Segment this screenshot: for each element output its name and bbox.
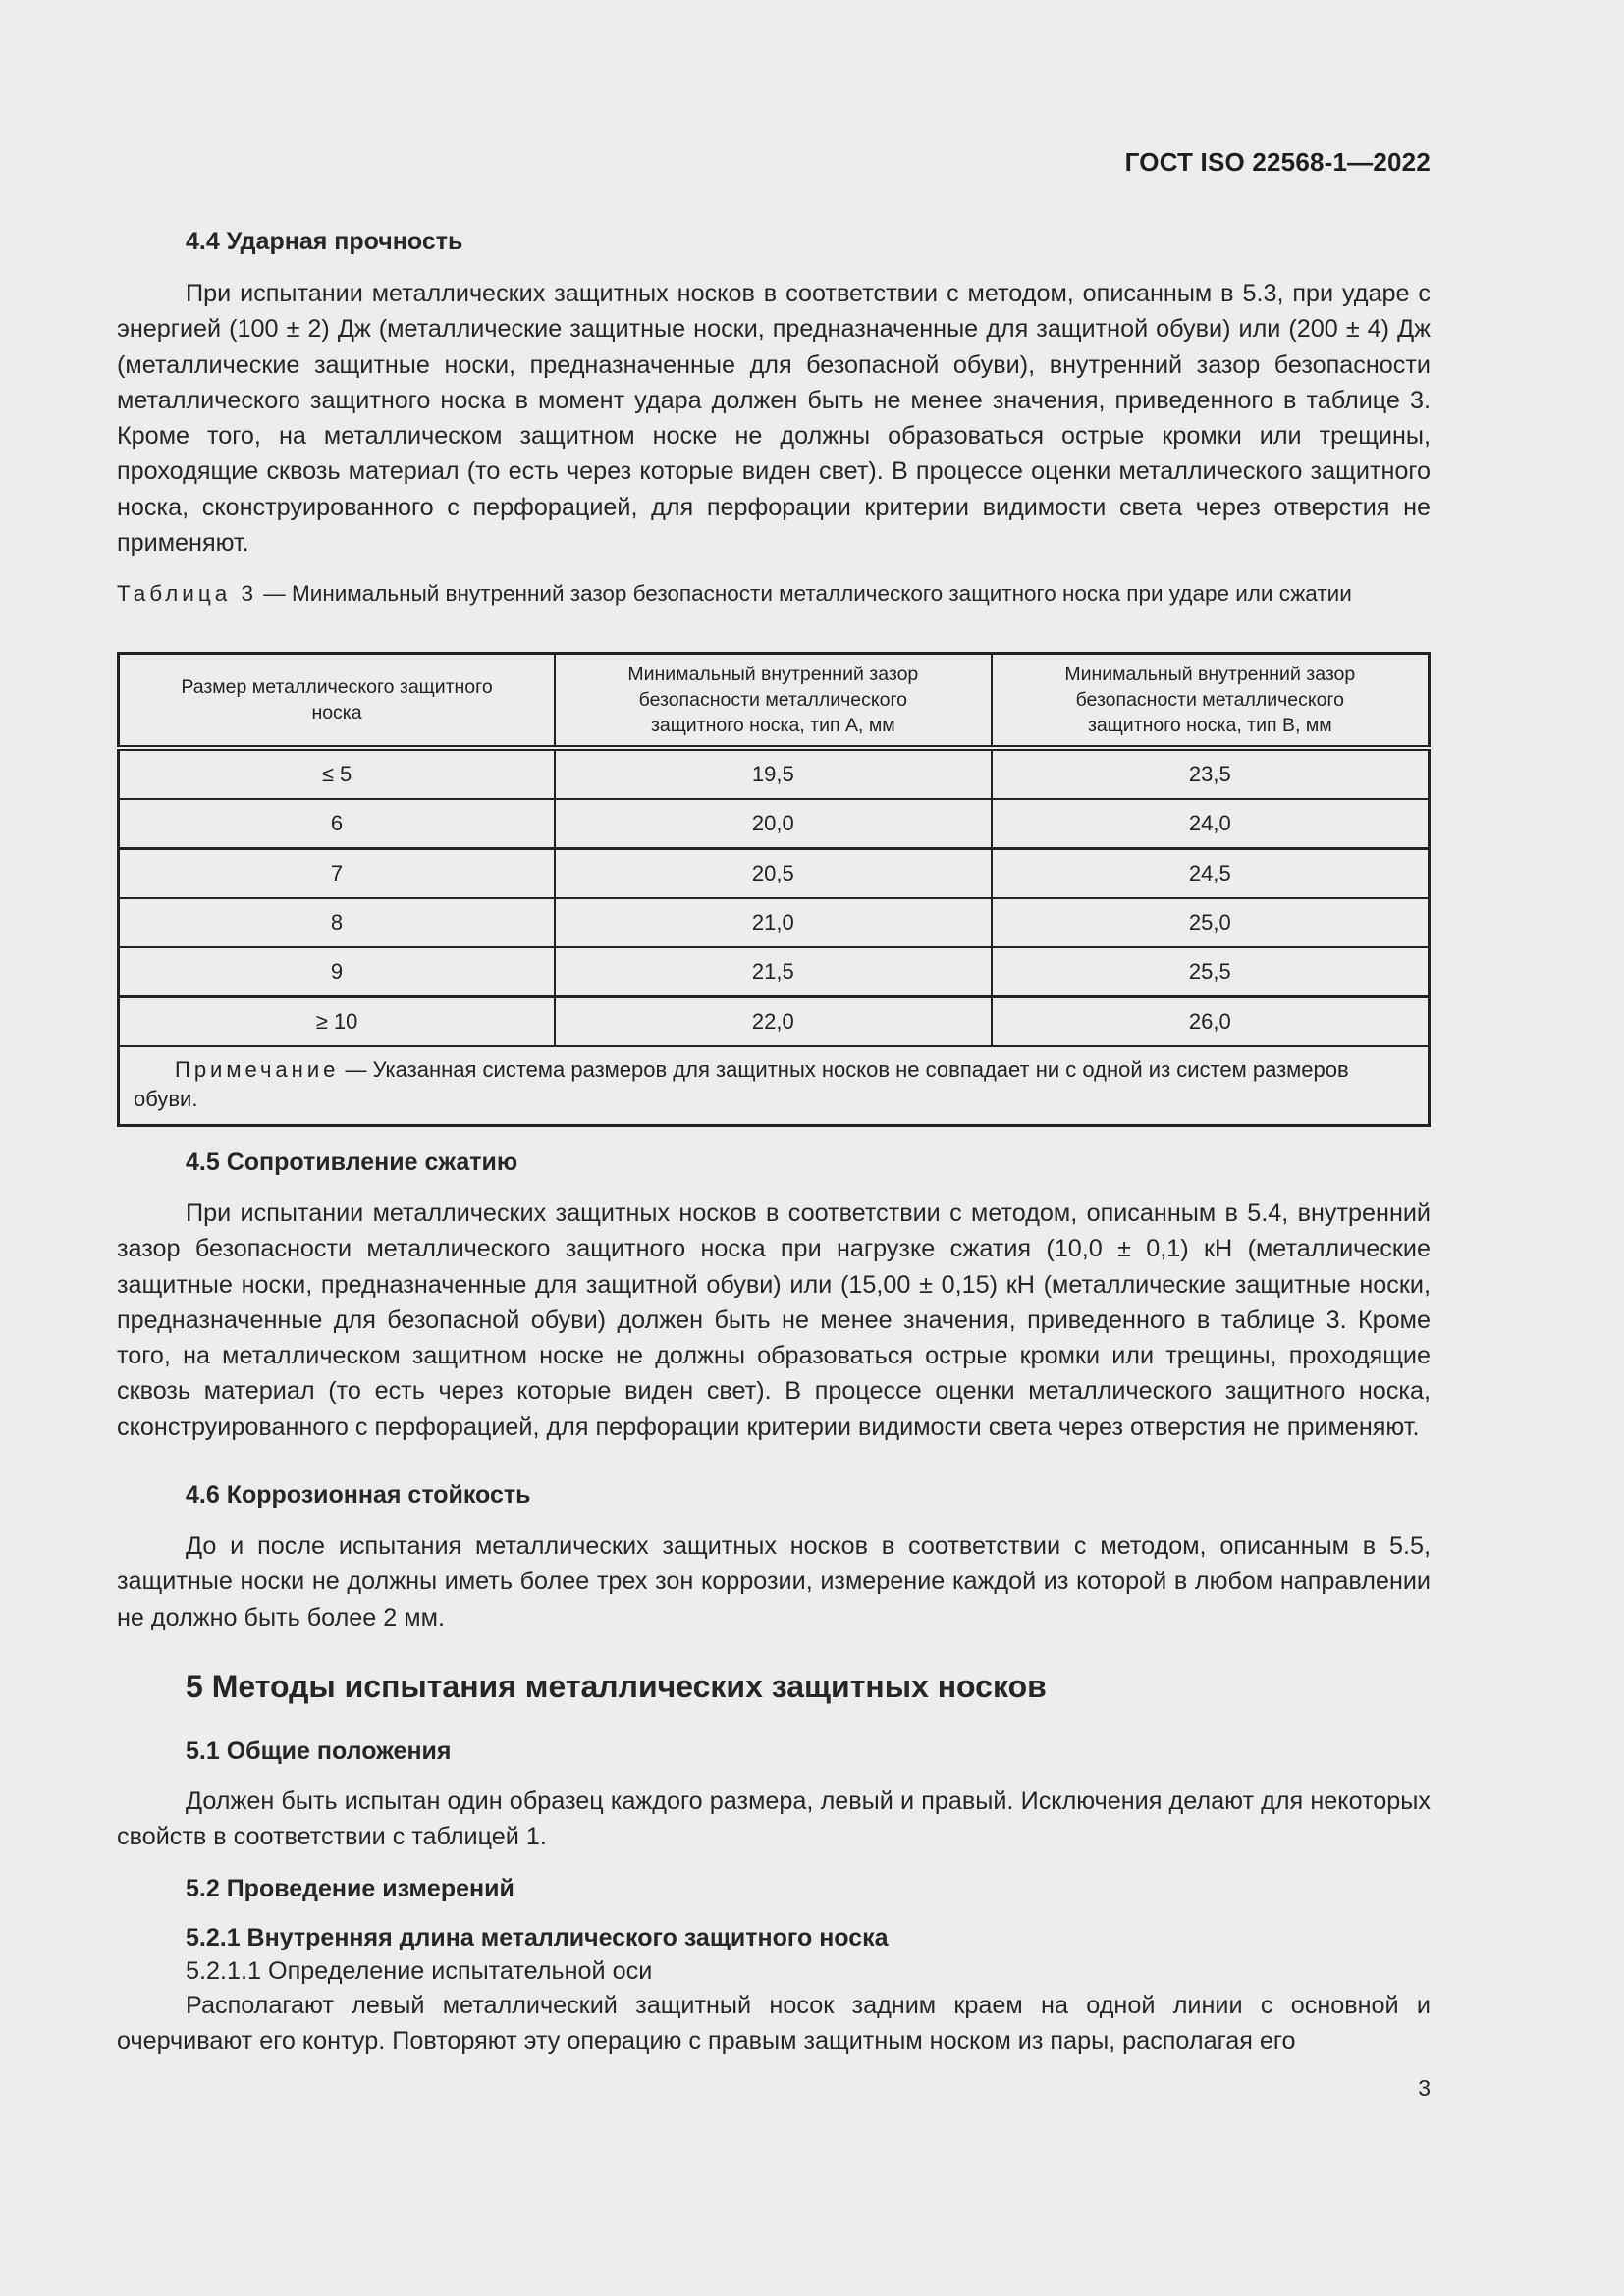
section-heading-5-2: 5.2 Проведение измерений bbox=[186, 1875, 514, 1902]
section-paragraph-5-1: Должен быть испытан один образец каждого размера, левый и правый. Исключения делают для некоторых свойств в соответствии с таблицей 1. bbox=[117, 1788, 1431, 1851]
table-cell: 8 bbox=[119, 898, 556, 947]
table-cell: 24,5 bbox=[992, 849, 1430, 899]
section-heading-4-5: 4.5 Сопротивление сжатию bbox=[186, 1148, 518, 1176]
table-cell: 26,0 bbox=[992, 997, 1430, 1047]
table-cell: 20,5 bbox=[555, 849, 992, 899]
table-row bbox=[119, 799, 1430, 849]
table-row bbox=[119, 947, 1430, 997]
table-cell: 25,0 bbox=[992, 898, 1430, 947]
section-heading-5-1: 5.1 Общие положения bbox=[186, 1737, 452, 1765]
table-cell: 19,5 bbox=[555, 748, 992, 799]
table-caption-label: Таблица 3 bbox=[117, 581, 257, 606]
table-cell: 25,5 bbox=[992, 947, 1430, 997]
table-caption-text: — Минимальный внутренний зазор безопасности металлического защитного носка при ударе или сжатии bbox=[257, 581, 1352, 606]
section-paragraph-4-4: При испытании металлических защитных носков в соответствии с методом, описанным в 5.3, при ударе с энергией (100 ± 2) Дж (металлические защитные носки, предназначенные для защитной обуви) или (200 ± 4) Дж (металлические защитные носки, предназначенные для безопасной обуви), внутренний зазор безопасности металлического защитного носка в момент удара должен быть не менее значения, приведенного в таблице 3. Кроме того, на металлическом защитном носке не должны образоваться острые кромки или трещины, проходящие сквозь материал (то есть через которые виден свет). В процессе оценки металлического защитного носка, сконструированного с перфорацией, для перфорации критерии видимости света через отверстия не применяют. bbox=[117, 280, 1431, 558]
table-cell: ≤ 5 bbox=[119, 748, 556, 799]
table-header-row bbox=[119, 654, 1430, 749]
section-heading-4-4: 4.4 Ударная прочность bbox=[186, 228, 463, 255]
section-heading-4-6: 4.6 Коррозионная стойкость bbox=[186, 1481, 531, 1509]
section-heading-5-2-1-1: 5.2.1.1 Определение испытательной оси bbox=[186, 1957, 653, 1985]
section-paragraph-4-6: До и после испытания металлических защитных носков в соответствии с методом, описанным в 5.5, защитные носки не должны иметь более трех зон коррозии, измерение каждой из которой в любом направлении не должно быть более 2 мм. bbox=[117, 1532, 1431, 1631]
table-cell: 7 bbox=[119, 849, 556, 899]
section-paragraph-5-2-1-1: Располагают левый металлический защитный носок задним краем на одной линии с основной и очерчивают его контур. Повторяют эту операцию с правым защитным носком из пары, располагая его bbox=[117, 1992, 1431, 2056]
table-cell: 6 bbox=[119, 799, 556, 849]
table-cell: 24,0 bbox=[992, 799, 1430, 849]
section-heading-5: 5 Методы испытания металлических защитных носков bbox=[186, 1669, 1047, 1704]
table-header-cell: Размер металлического защитного носка bbox=[119, 654, 556, 749]
table-cell: 20,0 bbox=[555, 799, 992, 849]
page-number: 3 bbox=[1418, 2075, 1431, 2101]
table-row bbox=[119, 748, 1430, 799]
table-note-label: Примечание bbox=[175, 1057, 340, 1082]
table-row bbox=[119, 997, 1430, 1047]
table-cell: 21,5 bbox=[555, 947, 992, 997]
table-note bbox=[119, 1046, 1430, 1126]
table-cell: 21,0 bbox=[555, 898, 992, 947]
table-cell: 23,5 bbox=[992, 748, 1430, 799]
table-cell: ≥ 10 bbox=[119, 997, 556, 1047]
document-code: ГОСТ ISO 22568-1—2022 bbox=[1124, 147, 1431, 177]
table-row bbox=[119, 898, 1430, 947]
table-cell: 9 bbox=[119, 947, 556, 997]
table-note-row bbox=[119, 1046, 1430, 1126]
table-note-text: — Указанная система размеров для защитных носков не совпадает ни с одной из систем размеров обуви. bbox=[134, 1057, 1349, 1111]
table-caption bbox=[117, 579, 1431, 609]
table-cell: 22,0 bbox=[555, 997, 992, 1047]
table-3 bbox=[117, 652, 1431, 1127]
table-row bbox=[119, 849, 1430, 899]
table-header-cell: Минимальный внутренний зазор безопасности металлического защитного носка, тип A, мм bbox=[555, 654, 992, 749]
section-paragraph-4-5: При испытании металлических защитных носков в соответствии с методом, описанным в 5.4, внутренний зазор безопасности металлического защитного носка при нагрузке сжатия (10,0 ± 0,1) кН (металлические защитные носки, предназначенные для защитной обуви) или (15,00 ± 0,15) кН (металлические защитные носки, предназначенные для безопасной обуви) должен быть не менее значения, приведенного в таблице 3. Кроме того, на металлическом защитном носке не должны образоваться острые кромки или трещины, проходящие сквозь материал (то есть через которые виден свет). В процессе оценки металлического защитного носка, сконструированного с перфорацией, для перфорации критерии видимости света через отверстия не применяют. bbox=[117, 1200, 1431, 1441]
section-heading-5-2-1: 5.2.1 Внутренняя длина металлического защитного носка bbox=[186, 1924, 889, 1951]
table-header-cell: Минимальный внутренний зазор безопасности металлического защитного носка, тип B, мм bbox=[992, 654, 1430, 749]
